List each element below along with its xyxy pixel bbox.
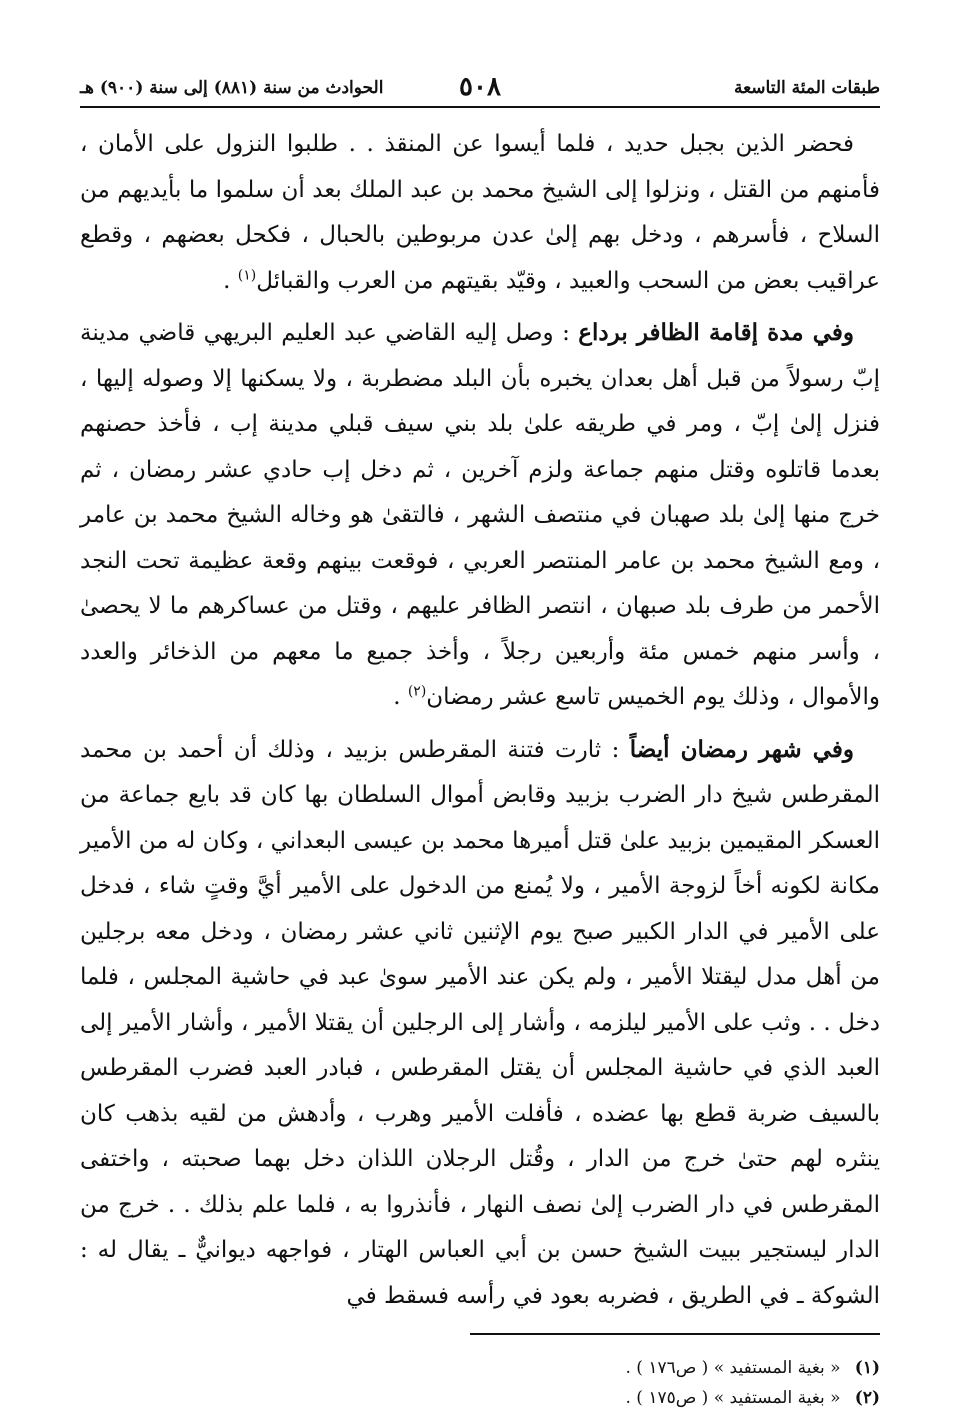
book-title: طبقات المئة التاسعة bbox=[733, 78, 880, 98]
page-number: ٥٠٨ bbox=[459, 72, 501, 102]
footnote-1 bbox=[80, 1353, 880, 1383]
footnote-ref-1[interactable]: (١) bbox=[237, 266, 257, 283]
footnote-ref-2[interactable]: (٢) bbox=[407, 683, 427, 700]
paragraph-2-text: : وصل إليه القاضي عبد العليم البريهي قاضي مدينة إبّ رسولاً من قبل أهل بعدان يخبره بأن البلد مضطربة ، ولا يسكنها إلا وصوله إليها ، فنزل إلىٰ إبّ ، ومر في طريقه علىٰ بلد بني سيف قبلي مدينة إب ، فأخذ حصنهم بعدما قاتلوه وقتل منهم جماعة ولزم آخرين ، ثم دخل إب حادي عشر رمضان ، ثم خرج منها إلىٰ بلد صهبان في منتصف الشهر ، فالتقىٰ هو وخاله الشيخ محمد بن عامر ، ومع الشيخ محمد بن عامر المنتصر العربي ، فوقعت بينهم وقعة عظيمة تحت النجد الأحمر من طرف بلد صبهان ، انتصر الظافر عليهم ، وقتل من عساكرهم ما لا يحصىٰ ، وأسر منهم خمس مئة وأربعين رجلاً ، وأخذ جميع ما معهم من الذخائر والعدد والأموال ، وذلك يوم الخميس تاسع عشر رمضان bbox=[80, 320, 880, 710]
paragraph-2-tail: . bbox=[393, 684, 408, 710]
paragraph-3-lead: وفي شهر رمضان أيضاً bbox=[629, 735, 855, 763]
paragraph-1-text: فحضر الذين بجبل حديد ، فلما أيسوا عن المنقذ . . طلبوا النزول على الأمان ، فأمنهم من القتل ، ونزلوا إلى الشيخ محمد بن عبد الملك بعد أن سلموا ما بأيديهم من السلاح ، فأسرهم ، ودخل بهم إلىٰ عدن مربوطين بالحبال ، فكحل بعضهم ، وقطع عراقيب بعض من السحب والعبيد ، وقيّد بقيتهم من العرب والقبائل bbox=[80, 131, 880, 294]
footnotes bbox=[80, 1353, 880, 1413]
running-header bbox=[80, 70, 880, 108]
paragraph-3-text: : ثارت فتنة المقرطس بزبيد ، وذلك أن أحمد بن محمد المقرطس شيخ دار الضرب بزبيد وقابض أموال السلطان بها كان قد بايع جماعة من العسكر المقيمين بزبيد علىٰ قتل أميرها محمد بن عيسى البعداني ، وكان له من الأمير مكانة لكونه أخاً لزوجة الأمير ، ولا يُمنع من الدخول على الأمير أيَّ وقتٍ شاء ، فدخل على الأمير في الدار الكبير صبح يوم الإثنين ثاني عشر رمضان ، ودخل معه برجلين من أهل مدل ليقتلا الأمير ، ولم يكن عند الأمير سوىٰ عبد في حاشية المجلس ، فلما دخل . . وثب على الأمير ليلزمه ، وأشار إلى الرجلين أن يقتلا الأمير ، وأشار الأمير إلى العبد الذي في حاشية المجلس أن يقتل المقرطس ، فبادر العبد فضرب المقرطس بالسيف ضربة قطع بها عضده ، فأفلت الأمير وهرب ، وأدهش من لقيه بذهب كان ينثره لهم حتىٰ خرج من الدار ، وقُتل الرجلان اللذان دخل بهما صحبته ، واختفى المقرطس في دار الضرب إلىٰ نصف النهار ، فأنذروا به ، فلما علم بذلك . . خرج من الدار ليستجير ببيت الشيخ حسن بن أبي العباس الهتار ، فواجهه ديوانيٌّ ـ يقال له : الشوكة ـ في الطريق ، فضربه بعود في رأسه فسقط في bbox=[80, 736, 880, 1309]
footnote-divider bbox=[470, 1333, 880, 1335]
paragraph-2 bbox=[80, 310, 880, 721]
paragraph-2-lead: وفي مدة إقامة الظافر برداع bbox=[578, 319, 855, 346]
footnote-1-number: (١) bbox=[854, 1358, 880, 1378]
paragraph-3 bbox=[80, 727, 880, 1320]
footnote-1-text: « بغية المستفيد » ( ص١٧٦ ) . bbox=[625, 1358, 841, 1378]
section-title: الحوادث من سنة (٨٨١) إلى سنة (٩٠٠) هـ bbox=[80, 78, 384, 98]
footnote-2-text: « بغية المستفيد » ( ص١٧٥ ) . bbox=[625, 1388, 841, 1408]
footnote-2-number: (٢) bbox=[854, 1388, 880, 1408]
main-text bbox=[80, 122, 880, 1319]
paragraph-1 bbox=[80, 122, 880, 304]
paragraph-1-tail: . bbox=[223, 267, 238, 294]
